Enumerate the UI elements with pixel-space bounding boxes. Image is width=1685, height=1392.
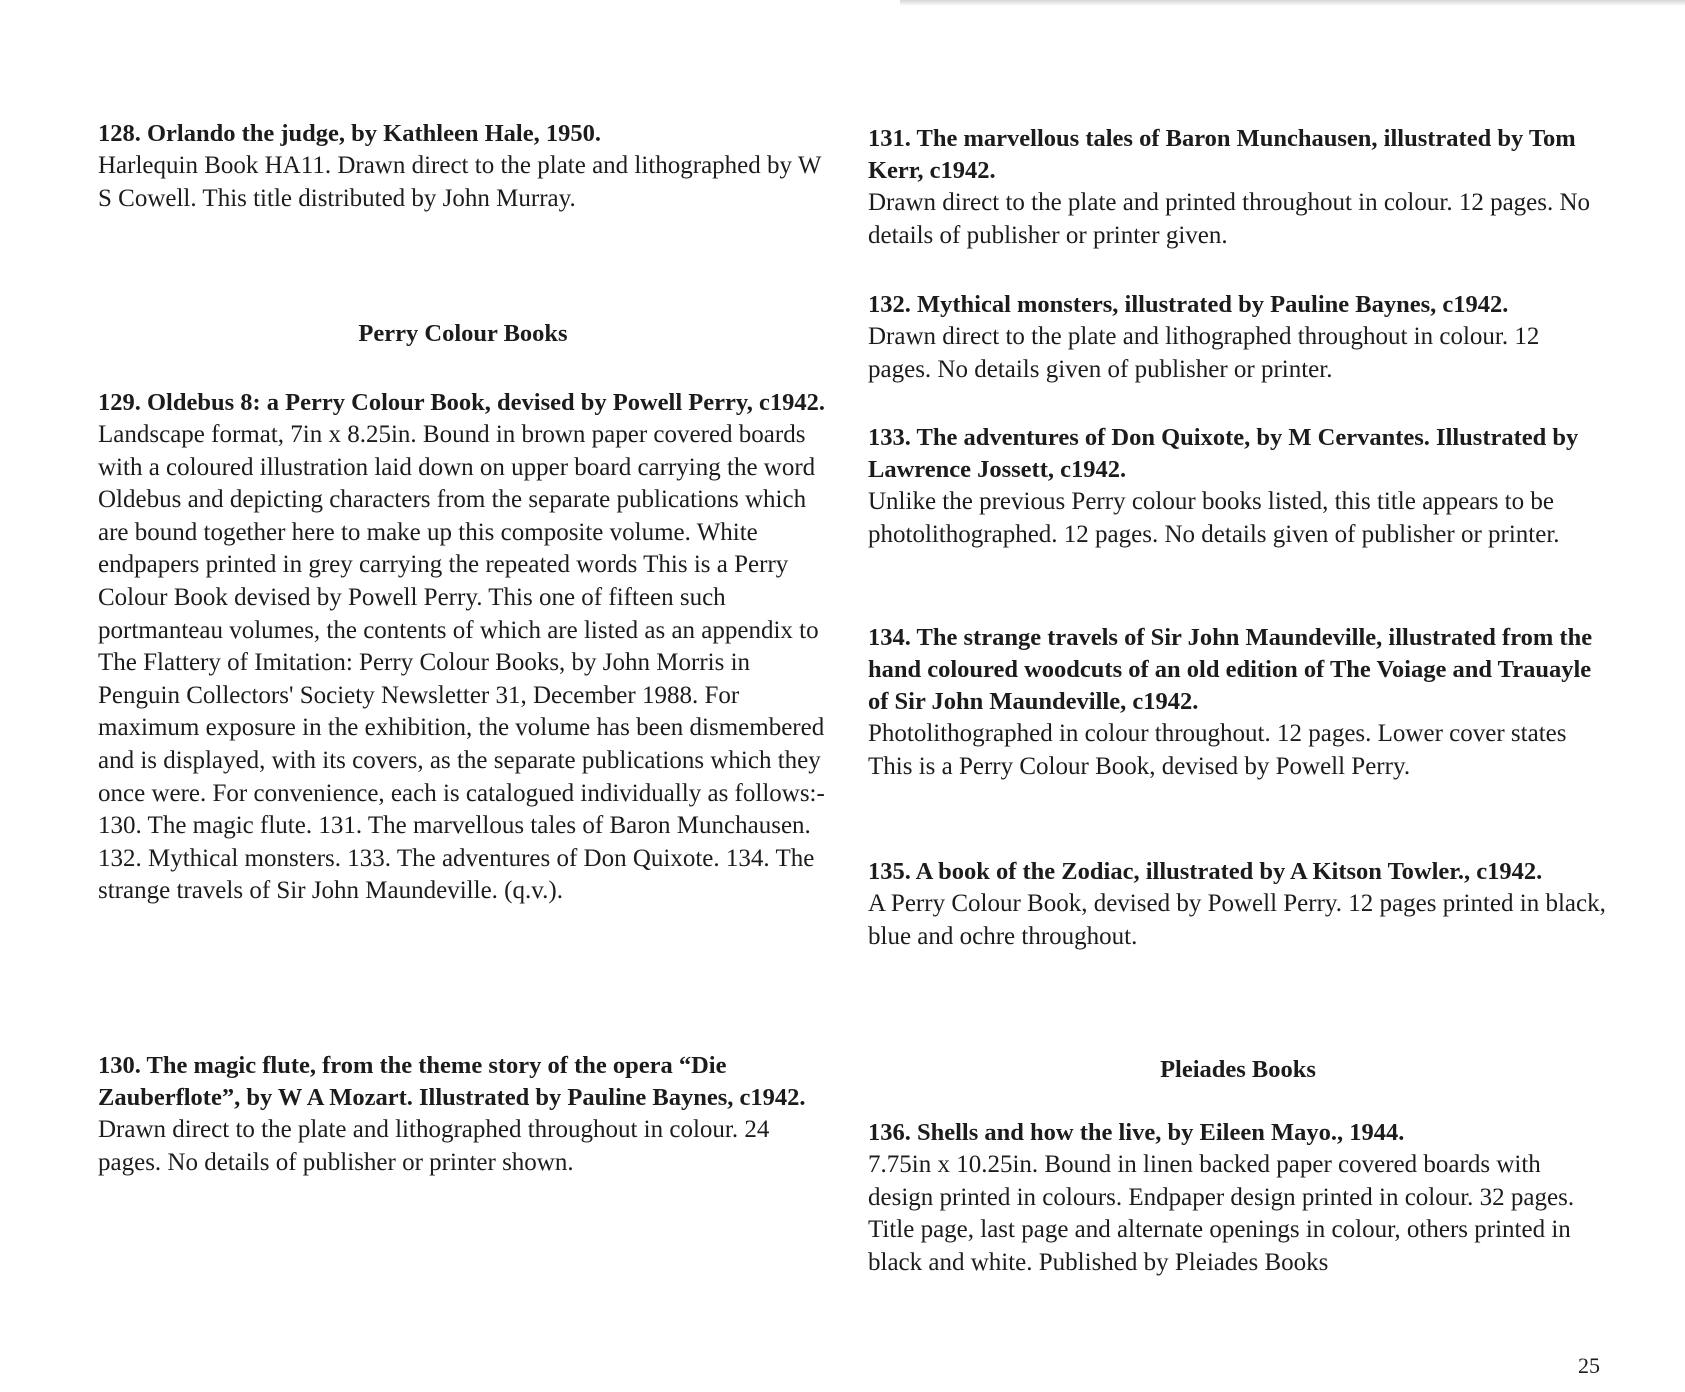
entry-title: 131. The marvellous tales of Baron Munchausen, illustrated by Tom Kerr, c1942.	[868, 125, 1576, 184]
entry-title: 128. Orlando the judge, by Kathleen Hale, 1950.	[98, 120, 601, 147]
entry-body: 7.75in x 10.25in. Bound in linen backed paper covered boards with design printed in colours. Endpaper design printed in colour. 32 pages. Title page, last page and alternate openings in colour, others printed in black and white. Published by Pleiades Books	[868, 1151, 1575, 1276]
entry-body: Unlike the previous Perry colour books listed, this title appears to be photolithographed. 12 pages. No details given of publisher or printer.	[868, 488, 1560, 548]
entry-136	[868, 1117, 1608, 1279]
page-edge-shadow	[900, 0, 1685, 6]
entry-133	[868, 422, 1608, 551]
section-heading-pleiades: Pleiades Books	[1160, 1056, 1316, 1083]
entry-135	[868, 856, 1608, 953]
section-heading-perry: Perry Colour Books	[358, 320, 568, 347]
entry-title: 135. A book of the Zodiac, illustrated by A Kitson Towler., c1942.	[868, 858, 1543, 885]
entry-128	[98, 118, 828, 215]
entry-body: Harlequin Book HA11. Drawn direct to the plate and lithographed by W S Cowell. This title distributed by John Murray.	[98, 152, 821, 212]
entry-134	[868, 622, 1608, 783]
entry-131	[868, 123, 1608, 252]
entry-title: 133. The adventures of Don Quixote, by M Cervantes. Illustrated by Lawrence Jossett, c1942.	[868, 424, 1579, 483]
entry-132	[868, 289, 1608, 386]
entry-130	[98, 1050, 828, 1179]
entry-title: 136. Shells and how the live, by Eileen Mayo., 1944.	[868, 1119, 1405, 1146]
entry-title: 134. The strange travels of Sir John Maundeville, illustrated from the hand coloured woodcuts of an old edition of The Voiage and Trauayle of Sir John Maundeville, c1942.	[868, 624, 1593, 715]
entry-title: 132. Mythical monsters, illustrated by Pauline Baynes, c1942.	[868, 291, 1509, 318]
entry-129	[98, 387, 828, 908]
entry-body: A Perry Colour Book, devised by Powell Perry. 12 pages printed in black, blue and ochre throughout.	[868, 890, 1606, 950]
entry-body: Drawn direct to the plate and printed throughout in colour. 12 pages. No details of publisher or printer given.	[868, 189, 1591, 249]
entry-title: 130. The magic flute, from the theme story of the opera “Die Zauberflote”, by W A Mozart. Illustrated by Pauline Baynes, c1942.	[98, 1052, 806, 1111]
entry-body: Drawn direct to the plate and lithographed throughout in colour. 12 pages. No details given of publisher or printer.	[868, 323, 1540, 383]
entry-body: Drawn direct to the plate and lithographed throughout in colour. 24 pages. No details of publisher or printer shown.	[98, 1116, 770, 1176]
page-number: 25	[1578, 1353, 1600, 1378]
entry-title: 129. Oldebus 8: a Perry Colour Book, devised by Powell Perry, c1942.	[98, 389, 826, 416]
entry-body: Landscape format, 7in x 8.25in. Bound in brown paper covered boards with a coloured illustration laid down on upper board carrying the word Oldebus and depicting characters from the separate publications which are bound together here to make up this composite volume. White endpapers printed in grey carrying the repeated words This is a Perry Colour Book devised by Powell Perry. This one of fifteen such portmanteau volumes, the contents of which are listed as an appendix to The Flattery of Imitation: Perry Colour Books, by John Morris in Penguin Collectors' Society Newsletter 31, December 1988. For maximum exposure in the exhibition, the volume has been dismembered and is displayed, with its covers, as the separate publications which they once were. For convenience, each is catalogued individually as follows:- 130. The magic flute. 131. The marvellous tales of Baron Munchausen. 132. Mythical monsters. 133. The adventures of Don Quixote. 134. The strange travels of Sir John Maundeville. (q.v.).	[98, 421, 825, 905]
entry-body: Photolithographed in colour throughout. 12 pages. Lower cover states This is a Perry Colour Book, devised by Powell Perry.	[868, 720, 1567, 780]
